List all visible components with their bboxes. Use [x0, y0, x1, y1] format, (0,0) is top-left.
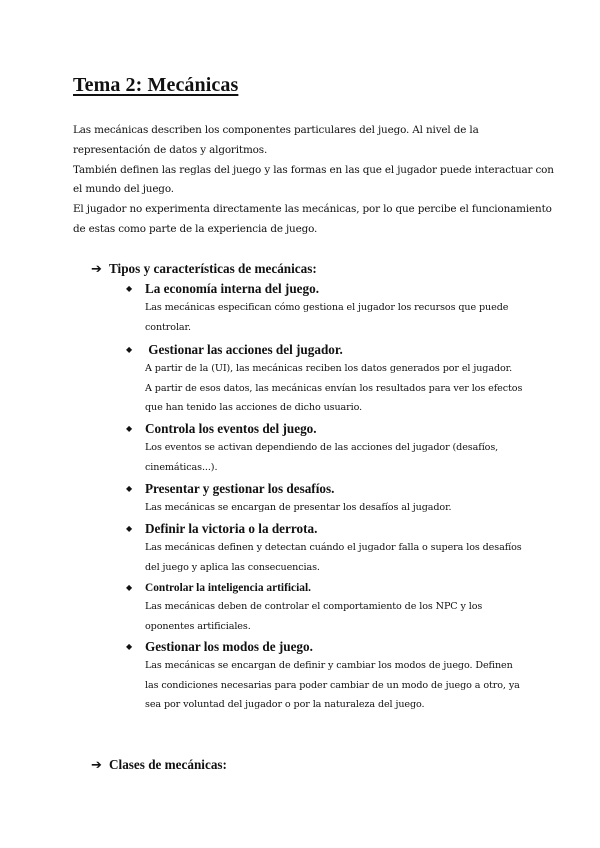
intro-line: Las mecánicas describen los componentes particulares del juego. Al nivel de la	[73, 124, 479, 136]
description-line: sea por voluntad del jugador o por la naturaleza del juego.	[145, 699, 425, 710]
list-item	[126, 420, 498, 477]
intro-line: de estas como parte de la experiencia de juego.	[73, 222, 318, 235]
description-line: Las mecánicas se encargan de definir y cambiar los modos de juego. Definen	[145, 660, 513, 671]
description-line: controlar.	[145, 321, 191, 333]
section-heading-text: Clases de mecánicas:	[109, 757, 227, 772]
section-heading-tipos	[91, 261, 317, 277]
intro-text	[73, 121, 554, 240]
diamond-bullet-icon: ◆	[126, 424, 133, 433]
diamond-bullet-icon: ◆	[126, 284, 133, 293]
section-heading-text: Tipos y características de mecánicas:	[109, 261, 317, 276]
description-line: Las mecánicas deben de controlar el comportamiento de los NPC y los	[145, 601, 483, 612]
item-description	[145, 656, 520, 715]
intro-line: representación de datos y algoritmos.	[73, 143, 268, 156]
item-description	[145, 538, 522, 577]
diamond-bullet-icon: ◆	[126, 345, 133, 354]
list-item	[126, 579, 482, 636]
description-line: Los eventos se activan dependiendo de las acciones del jugador (desafíos,	[145, 442, 499, 453]
diamond-bullet-icon: ◆	[126, 484, 133, 493]
description-line: que han tenido las acciones de dicho usuario.	[145, 402, 363, 413]
section-heading-clases	[91, 757, 227, 773]
description-line: Las mecánicas especifican cómo gestiona el jugador los recursos que puede	[145, 302, 509, 313]
list-item	[126, 638, 520, 715]
item-heading: Definir la victoria o la derrota.	[145, 521, 318, 536]
description-line: oponentes artificiales.	[145, 620, 251, 632]
arrow-right-icon: ➔	[91, 758, 102, 773]
item-heading: Presentar y gestionar los desafíos.	[145, 481, 335, 496]
intro-line: También definen las reglas del juego y las formas en las que el jugador puede interactuar con	[73, 163, 554, 176]
diamond-bullet-icon: ◆	[126, 642, 133, 651]
item-heading: Gestionar las acciones del jugador.	[145, 342, 343, 357]
page-title: Tema 2: Mecánicas	[73, 74, 239, 96]
item-heading: La economía interna del juego.	[145, 281, 319, 296]
description-line: del juego y aplica las consecuencias.	[145, 561, 320, 573]
diamond-bullet-icon: ◆	[126, 524, 133, 533]
description-line: A partir de la (UI), las mecánicas reciben los datos generados por el jugador.	[145, 363, 513, 374]
item-description	[145, 597, 482, 636]
list-item	[126, 280, 508, 337]
list-item	[126, 520, 522, 577]
item-heading: Controla los eventos del juego.	[145, 421, 317, 436]
item-description	[145, 438, 498, 477]
intro-line: el mundo del juego.	[73, 183, 174, 196]
description-line: A partir de esos datos, las mecánicas envían los resultados para ver los efectos	[145, 382, 523, 394]
description-line: cinemáticas...).	[145, 461, 218, 473]
intro-line: El jugador no experimenta directamente las mecánicas, por lo que percibe el funcionamiento	[73, 203, 552, 216]
list-item	[126, 341, 522, 418]
description-line: Las mecánicas se encargan de presentar los desafíos al jugador.	[145, 502, 452, 513]
item-description	[145, 498, 451, 518]
description-line: Las mecánicas definen y detectan cuándo el jugador falla o supera los desafíos	[145, 542, 522, 553]
list-item	[126, 480, 451, 518]
item-heading: Gestionar los modos de juego.	[145, 639, 313, 654]
arrow-right-icon: ➔	[91, 262, 102, 277]
item-description	[145, 298, 508, 337]
item-heading: Controlar la inteligencia artificial.	[145, 582, 311, 594]
diamond-bullet-icon: ◆	[126, 583, 133, 592]
description-line: las condiciones necesarias para poder cambiar de un modo de juego a otro, ya	[145, 679, 520, 691]
item-description	[145, 359, 522, 418]
